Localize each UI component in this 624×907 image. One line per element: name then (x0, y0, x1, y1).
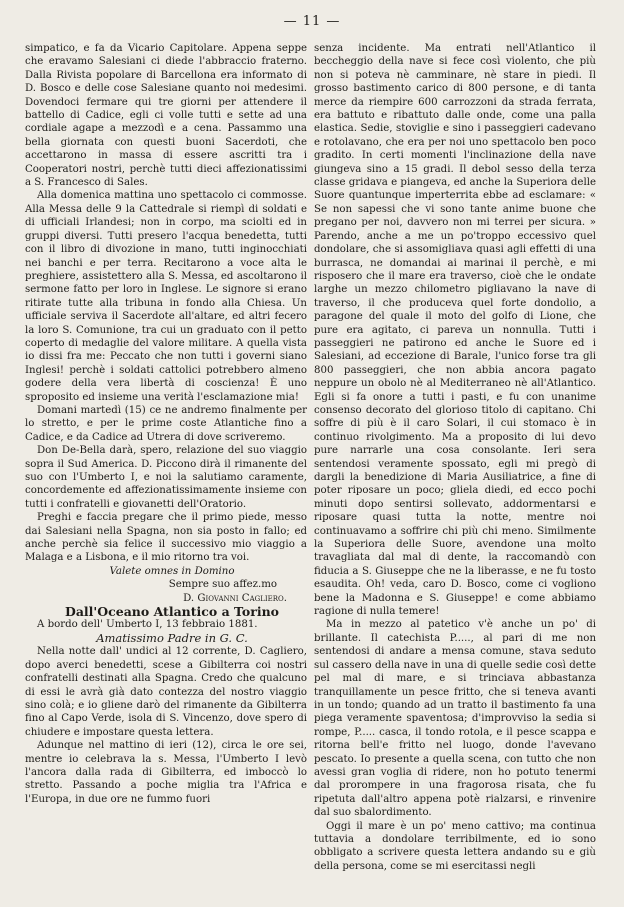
paragraph: Preghi e faccia pregare che il primo piede, messo dai Salesiani nella Spagna, non sia posto in fallo; ed anche perchè sia felice il successivo mio viaggio a Malaga e a Lisbona, e il mio ritorno tra voi. (25, 512, 307, 564)
letter-greeting: Amatissimo Padre in G. C. (96, 630, 248, 645)
dateline: A bordo dell' Umberto I, 13 febbraio 1881. (37, 619, 258, 631)
paragraph: Don De-Bella darà, spero, relazione del suo viaggio sopra il Sud America. D. Piccono dirà il rimanente del suo con l'Umberto I, e noi la salutiamo caramente, concordemente ed affezionatissimamente insieme con tutti i confratelli e giovanetti dell'Oratorio. (25, 445, 307, 510)
signature-closing: Sempre suo affez.mo (168, 579, 277, 591)
paragraph: senza incidente. Ma entrati nell'Atlantico il beccheggio della nave si fece così violento, che più non si poteva nè camminare, nè stare in piedi. Il grosso bastimento carico di 800 persone, e di tanta merce da riempire 600 carrozzoni da strada ferrata, era battuto e ribattuto dalle onde, come una palla elastica. Sedie, stoviglie e sino i passeggieri cadevano e rotolavano, che era per noi uno spettacolo ben poco gradito. In certi momenti l'inclinazione della nave giungeva sino a 15 gradi. Il debol sesso della terza classe gridava e piangeva, ed anche la Superiora delle Suore quantunque imperterrita ebbe ad esclamare: « Se non sapessi che vi sono tante anime buone che pregano per noi, davvero non mi terrei per sicura. » Parendo, anche a me un po'troppo eccessivo quel dondolare, che si assomigliava quasi agli effetti di una burrasca, ne domandai ai marinai il perchè, e mi risposero che il mare era traverso, cioè che le ondate larghe un mezzo chilometro pigliavano la nave di traverso, il che produceva quel forte dondolio, a paragone del quale il moto del golfo di Lione, che pure era agitato, ci pareva un nonnulla. Tutti i passeggieri ne patirono ed anche le Suore ed i Salesiani, ad eccezione di Barale, l'unico forse tra gli 800 passeggieri, che non abbia ancora pagato neppure un obolo nè al Mediterraneo nè all'Atlantico. Egli si fa onore a tutti i pasti, e fu con unanime consenso decorato del glorioso titolo di capitano. Chi soffre di più è il caro Solari, il cui stomaco è in continuo rivolgimento. Ma a proposito di lui devo pure narrarle una cosa consolante. Ieri sera sentendosi veramente spossato, egli mi pregò di dargli la benedizione di Maria Ausiliatrice, a fine di poter riposare un poco; gliela diedi, ed ecco pochi minuti dopo sentirsi sollevato, addormentarsi e riposare quasi tutta la notte, mentre noi continuavamo a soffrire chi più chi meno. Similmente la Superiora delle Suore, avendone una molto travagliata dal mal di dente, la raccomandò con fiducia a S. Giuseppe che ne la liberasse, e ne fu tosto esaudita. Oh! veda, caro D. Bosco, come ci vogliono bene la Madonna e S. Giuseppe! e come abbiamo ragione di nulla temere! (314, 43, 596, 618)
paragraph: Nella notte dall' undici al 12 corrente, D. Cagliero, dopo averci benedetti, scese a Gibilterra coi nostri confratelli destinati alla Spagna. Credo che qualcuno di essi le avrà già dato contezza del nostro viaggio sino colà; e io gliene darò del rimanente da Gibilterra fino al Capo Verde, isola di S. Vincenzo, dove spero di chiudere e impostare questa lettera. (25, 646, 307, 738)
paragraph: Ma in mezzo al patetico v'è anche un po' di brillante. Il catechista P....., al pari di me non sentendosi di andare a mensa comune, stava seduto sul cassero della nave in una di quelle sedie così dette pel mal di mare, e si trinciava abbastanza tranquillamente un pesce fritto, che si teneva avanti in un tondo; quando ad un tratto il bastimento fa una piega veramente spaventosa; d'improvviso la sedia si rompe, P..... casca, il tondo rotola, e il pesce scappa e ritorna bell'e fritto nel luogo, donde l'avevano pescato. Io presente a quella scena, con tutto che non avessi gran voglia di ridere, non ho potuto tenermi dal prorompere in una fragorosa risata, che fu ripetuta dall'altro appena potè rialzarsi, e rinvenire dal suo sbalordimento. (314, 619, 596, 819)
paragraph: Adunque nel mattino di ieri (12), circa le ore sei, mentre io celebrava la s. Messa, l'Umberto I levò l'ancora dalla rada di Gibilterra, ed imboccò lo stretto. Passando a poche miglia tra l'Africa e l'Europa, in due ore ne fummo fuori (25, 740, 307, 805)
right-column (314, 42, 596, 873)
left-column (25, 42, 307, 806)
page-number: — 11 — (283, 14, 341, 29)
paragraph: Oggi il mare è un po' meno cattivo; ma continua tuttavia a dondolare terribilmente, ed io sono obbligato a scrivere questa lettera andando su e giù della persona, come se mi esercitassi negli (314, 820, 596, 872)
paragraph: Domani martedì (15) ce ne andremo finalmente per lo stretto, e per le prime coste Atlantiche fino a Cadice, e da Cadice ad Utrera di dove scriveremo. (25, 404, 307, 443)
paragraph: simpatico, e fa da Vicario Capitolare. Appena seppe che eravamo Salesiani ci diede l'abbraccio fraterno. Dalla Rivista popolare di Barcellona era informato di D. Bosco e delle cose Salesiane quanto noi medesimi. Dovendoci fermare qui tre giorni per attendere il battello di Cadice, egli ci volle tutti e sette ad una cordiale agape a mezzodì e a cena. Passammo una bella giornata con questi buoni Sacerdoti, che accettarono in massa di essere ascritti tra i Cooperatori nostri, perchè tutti dieci affezionatissimi a S. Francesco di Sales. (25, 43, 307, 189)
signature-name: D. Giovanni Cagliero. (183, 592, 287, 604)
article-heading: Dall'Oceano Atlantico a Torino (64, 604, 280, 620)
paragraph: Alla domenica mattina uno spettacolo ci commosse. Alla Messa delle 9 la Cattedrale si riempì di soldati e di ufficiali Irlandesi; non in corpo, ma sciolti ed in gruppi diversi. Tutti presero l'acqua benedetta, tutti con il libro di divozione in mano, tutti inginocchiati nei banchi e per terra. Recitarono a voce alta le preghiere, assistettero alla S. Messa, ed ascoltarono il sermone fatto per loro in Inglese. Le signore si erano ritirate tutte alla tribuna in fondo alla Chiesa. Un ufficiale serviva il Sacerdote all'altare, ed altri fecero la loro S. Comunione, tra cui un graduato con il petto coperto di medaglie del valore militare. A quella vista io dissi fra me: Peccato che non tutti i governi siano Inglesi! perchè i soldati cattolici potrebbero almeno godere della vera libertà di coscienza! È uno sproposito ed insieme una verità l'esclamazione mia! (25, 190, 307, 403)
salutation: Valete omnes in Domino (109, 565, 235, 577)
